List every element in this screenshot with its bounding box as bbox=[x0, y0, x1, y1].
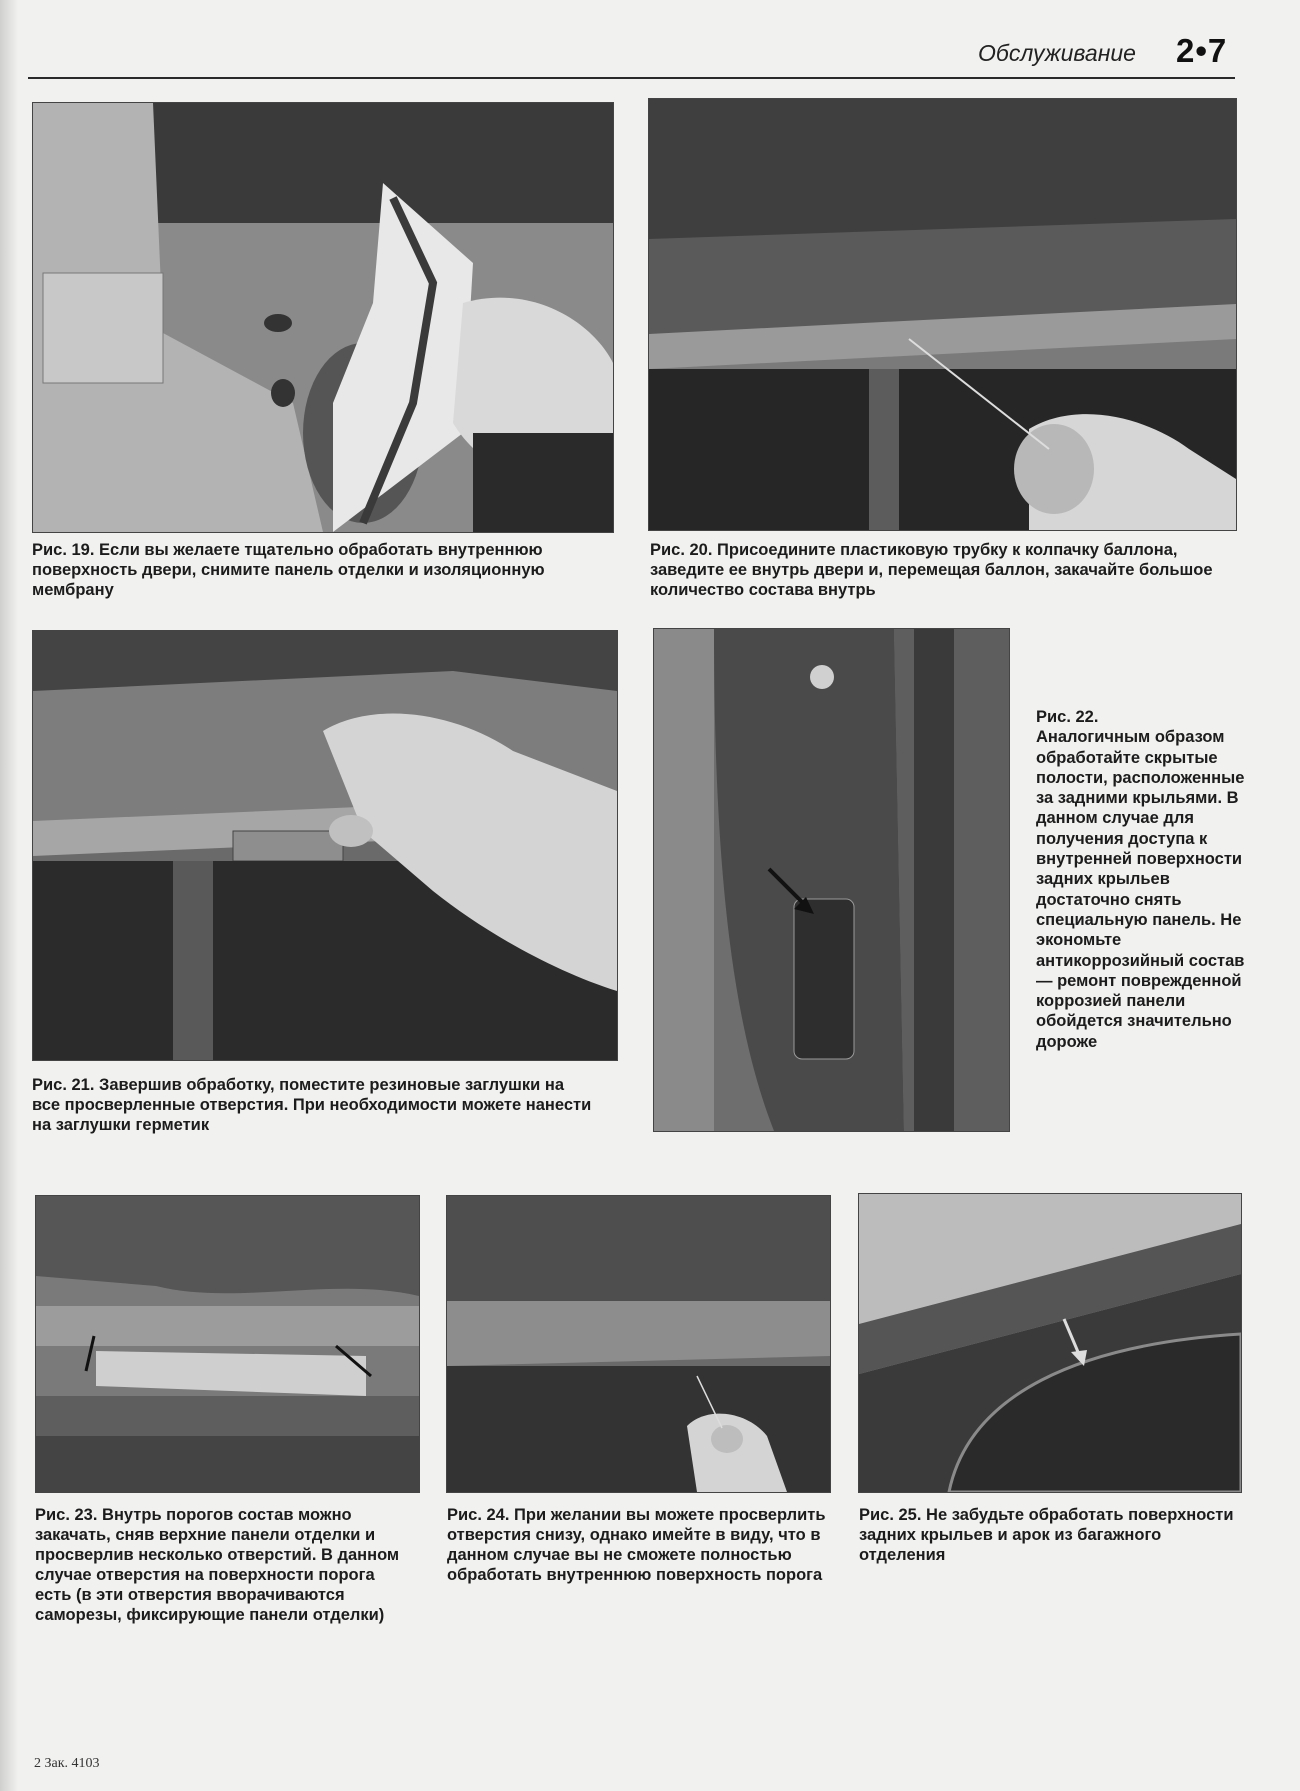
print-mark: 2 Зак. 4103 bbox=[34, 1756, 100, 1771]
photo-fig-19 bbox=[32, 102, 614, 533]
caption-text: Внутрь порогов состав можно закачать, сняв верхние панели отделки и просверлив несколько отверстий. В данном случае отверстия на поверхности порога есть (в эти отверстия вворачиваются саморезы, фиксирующие панели отделки) bbox=[35, 1506, 400, 1624]
page-edge-shadow bbox=[0, 0, 18, 1791]
caption-label: Рис. 23. bbox=[35, 1506, 98, 1524]
photo-fig-21 bbox=[32, 630, 618, 1061]
caption-label: Рис. 24. bbox=[447, 1506, 510, 1524]
caption-fig-23 bbox=[35, 1505, 415, 1625]
caption-text: Завершив обработку, поместите резиновые заглушки на все просверленные отверстия. При необходимости можете нанести на заглушки герметик bbox=[32, 1076, 592, 1134]
section-title: Обслуживание bbox=[978, 40, 1136, 66]
header-divider bbox=[28, 77, 1235, 79]
caption-label: Рис. 19. bbox=[32, 541, 95, 559]
caption-label: Рис. 20. bbox=[650, 541, 713, 559]
caption-fig-24 bbox=[447, 1505, 827, 1585]
caption-text: Присоедините пластиковую трубку к колпачку баллона, заведите ее внутрь двери и, перемещая баллон, закачайте большое количество состава внутрь bbox=[650, 541, 1213, 599]
caption-label: Рис. 22. bbox=[1036, 708, 1099, 726]
photo-fig-25 bbox=[858, 1193, 1242, 1493]
photo-fig-22 bbox=[653, 628, 1010, 1132]
caption-fig-20 bbox=[650, 540, 1235, 600]
photo-fig-20 bbox=[648, 98, 1237, 531]
caption-text: Не забудьте обработать поверхности задних крыльев и арок из багажного отделения bbox=[859, 1506, 1234, 1564]
caption-fig-19 bbox=[32, 540, 592, 600]
photo-fig-23 bbox=[35, 1195, 420, 1493]
caption-label: Рис. 25. bbox=[859, 1506, 922, 1524]
caption-text: Если вы желаете тщательно обработать внутреннюю поверхность двери, снимите панель отделки и изоляционную мембрану bbox=[32, 541, 545, 599]
caption-text: При желании вы можете просверлить отверстия снизу, однако имейте в виду, что в данном случае вы не сможете полностью обработать внутреннюю поверхность порога bbox=[447, 1506, 826, 1584]
page-number: 2•7 bbox=[1176, 32, 1228, 69]
caption-fig-21 bbox=[32, 1075, 592, 1135]
caption-text: Аналогичным образом обработайте скрытые полости, расположенные за задними крыльями. В данном случае для получения доступа к внутренней поверхности задних крыльев достаточно снять специальную панель. Не экономьте антикоррозийный состав — ремонт поврежденной коррозией панели обойдется значительно дороже bbox=[1036, 728, 1245, 1051]
caption-label: Рис. 21. bbox=[32, 1076, 95, 1094]
photo-fig-24 bbox=[446, 1195, 831, 1493]
caption-fig-25 bbox=[859, 1505, 1239, 1565]
caption-fig-22 bbox=[1036, 707, 1256, 1052]
